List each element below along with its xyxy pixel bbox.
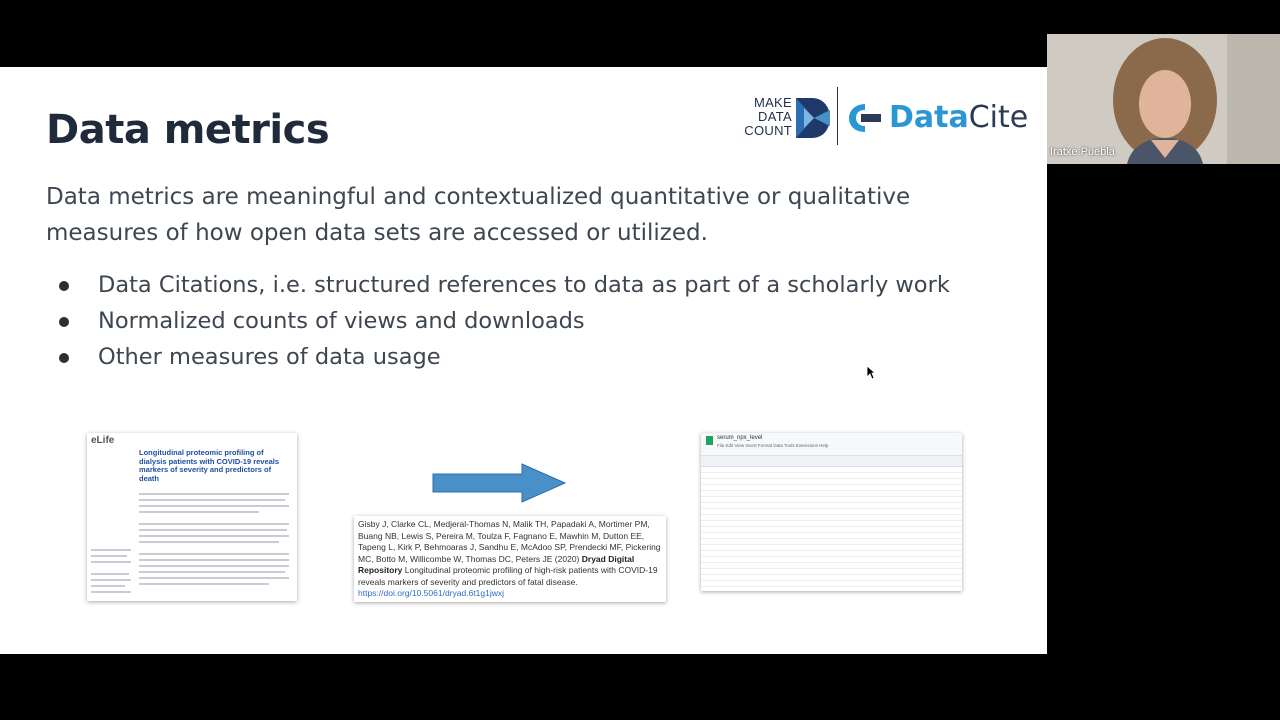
right-arrow-icon (432, 463, 566, 503)
datacite-data-text: Data (889, 100, 969, 135)
bullet-item: Normalized counts of views and downloads (56, 303, 950, 339)
citation-authors: Gisby J, Clarke CL, Medjeral-Thomas N, Malik TH, Papadaki A, Mortimer PM, Buang NB, Lewis S, Pereira M, Toulza F, Fagnano E, Mawhin M, Dutton EE, Tapeng L, Kirk P, Behmoaras J, Sandhu E, McAdoo SP, Prendecki MF, Pickering MC, Botto M, Willicombe W, Thomas DC, Peters JE (2020) (358, 519, 661, 564)
mdc-line-3: COUNT (744, 123, 792, 138)
datacite-mark-icon (847, 102, 883, 134)
citation-repository: Dryad Digital Repository (358, 553, 635, 575)
sheet-row (701, 587, 962, 591)
sheet-menu-bar: File Edit View Insert Format Data Tools Extensions Help (717, 443, 829, 448)
bullet-item: Other measures of data usage (56, 339, 950, 375)
paper-title: Longitudinal proteomic profiling of dialysis patients with COVID-19 reveals markers of severity and predictors of death (139, 448, 280, 483)
mdc-line-1: MAKE (753, 95, 792, 110)
citation-doi-link: https://doi.org/10.5061/dryad.6t1g1jwxj (358, 588, 505, 598)
mdc-mark-icon (794, 98, 830, 138)
make-data-count-logo (734, 96, 830, 140)
sheets-icon (706, 436, 713, 445)
citation-work-title: Longitudinal proteomic profiling of high-risk patients with COVID-19 reveals markers of severity and predictors of fatal disease. (358, 565, 658, 587)
dataset-citation (354, 516, 666, 602)
mouse-cursor-icon (866, 365, 876, 380)
elife-logo: eLife (91, 435, 115, 446)
sheet-toolbar (701, 456, 962, 467)
logo-divider (837, 87, 838, 145)
datacite-cite-text: Cite (968, 100, 1029, 135)
mdc-line-2: DATA (758, 109, 792, 124)
sheet-grid (701, 467, 962, 591)
sheet-file-name: serum_npx_level (717, 435, 763, 441)
participant-name-label: Iratxe Puebla (1050, 146, 1115, 158)
mdc-wordmark (744, 96, 792, 138)
participant-video-image (1047, 34, 1280, 164)
bullet-item: Data Citations, i.e. structured references to data as part of a scholarly work (56, 267, 950, 303)
spreadsheet-thumbnail (701, 433, 962, 591)
elife-paper-thumbnail (87, 433, 297, 601)
slide-intro-text: Data metrics are meaningful and contextualized quantitative or qualitative measures of how open data sets are accessed or utilized. (46, 184, 911, 246)
slide-title: Data metrics (46, 107, 330, 153)
bullet-list (56, 267, 950, 375)
presentation-slide (0, 67, 1047, 654)
participant-video-tile (1047, 34, 1280, 164)
